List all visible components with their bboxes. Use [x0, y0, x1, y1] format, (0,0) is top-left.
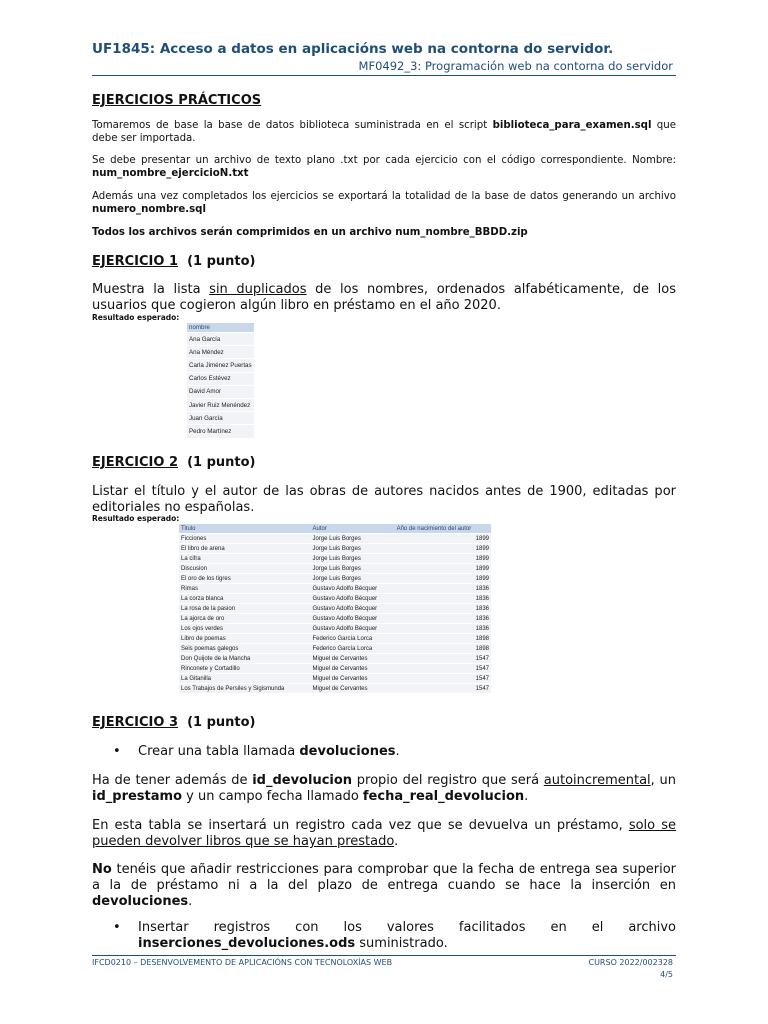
p1-text-e: , un: [650, 773, 676, 788]
exercise-1-points: (1 punto): [187, 254, 256, 269]
table-cell: 1899: [395, 564, 491, 574]
table-cell: Miguel de Cervantes: [310, 684, 394, 694]
section-title: EJERCICIOS PRÁCTICOS: [92, 93, 262, 108]
table-row: [187, 398, 254, 411]
bullet-1-bold: devoluciones: [299, 744, 396, 759]
table-row: [179, 534, 491, 544]
table-cell: Gustavo Adolfo Bécquer: [310, 584, 394, 594]
table-row: [179, 584, 491, 594]
table-cell: Pedro Martínez: [187, 425, 254, 438]
table-cell: 1547: [395, 684, 491, 694]
table-cell: Miguel de Cervantes: [310, 654, 394, 664]
intro-p1-file: biblioteca_para_examen.sql: [492, 120, 652, 131]
table-cell: 1898: [395, 644, 491, 654]
bullet-2-text: Insertar registros con los valores facilitados en el archivo: [138, 920, 676, 935]
table-cell: Ana Méndez: [187, 346, 254, 359]
header-divider: [92, 75, 676, 76]
exercise-2-title: EJERCICIO 2: [92, 455, 178, 470]
table-cell: Don Quijote de la Mancha: [179, 654, 310, 664]
p3-text: tenéis que añadir restricciones para comprobar que la fecha de entrega sea superior a la de préstamo ni a la del plazo de entrega cuando se hace la inserción en: [92, 862, 676, 893]
exercise-1-title: EJERCICIO 1: [92, 254, 178, 269]
table-cell: Carlos Estévez: [187, 372, 254, 385]
table-row: [187, 385, 254, 398]
exercise-3-points: (1 punto): [187, 715, 256, 730]
table-cell: 1836: [395, 594, 491, 604]
p2-underlined: solo se pueden devolver libros que se hayan prestado: [92, 818, 676, 849]
table-row: [179, 604, 491, 614]
exercise-2-result-label: Resultado esperado:: [92, 514, 180, 523]
table-cell: La corza blanca: [179, 594, 310, 604]
table-cell: Juan García: [187, 412, 254, 425]
intro-p1-text: Tomaremos de base la base de datos biblioteca suministrada en el script: [92, 120, 493, 131]
table-cell: La cifra: [179, 554, 310, 564]
exercise-3-bullet-1: [138, 744, 676, 760]
p3-end: .: [188, 894, 193, 909]
intro-paragraph-4: Todos los archivos serán comprimidos en un archivo num_nombre_BBDD.zip: [92, 227, 528, 238]
exercise-1-result-table: [187, 323, 254, 438]
bullet-1-text: Crear una tabla llamada: [138, 744, 300, 759]
table-cell: 1836: [395, 614, 491, 624]
table-cell: 1836: [395, 604, 491, 614]
table-row: [179, 664, 491, 674]
table-row: [179, 574, 491, 584]
intro-p1-end: que debe ser importada.: [92, 120, 676, 144]
table-row: [187, 359, 254, 372]
p1-text-a: Ha de tener además de: [92, 773, 253, 788]
exercise-3-heading: [92, 715, 255, 730]
p2-text-a: En esta tabla se insertará un registro cada vez que se devuelva un préstamo,: [92, 818, 629, 833]
p3-bold-no: No: [92, 862, 112, 877]
table-row: [187, 372, 254, 385]
table-cell: Javier Ruiz Menéndez: [187, 398, 254, 411]
table-cell: 1899: [395, 534, 491, 544]
exercise-2-points: (1 punto): [187, 455, 256, 470]
table-cell: Carla Jiménez Puertas: [187, 359, 254, 372]
table-header: Autor: [310, 524, 394, 534]
table-cell: Jorge Luis Borges: [310, 574, 394, 584]
table-cell: 1547: [395, 664, 491, 674]
table-cell: Jorge Luis Borges: [310, 564, 394, 574]
table-row: [179, 544, 491, 554]
bullet-2-end: suministrado.: [355, 936, 448, 951]
p3-bold-table: devoluciones: [92, 894, 189, 909]
table-cell: 1547: [395, 674, 491, 684]
table-cell: David Amor: [187, 385, 254, 398]
table-cell: Federico García Lorca: [310, 634, 394, 644]
bullet-1-end: .: [395, 744, 400, 759]
exercise-1-text: [92, 282, 676, 314]
table-header: nombre: [187, 323, 254, 333]
exercise-3-paragraph-3: [92, 862, 676, 910]
p1-bold-b: id_devolucion: [252, 773, 353, 788]
footer-course-name: IFCD0210 – DESENVOLVEMENTO DE APLICACIÓNS CON TECNOLOXÍAS WEB: [92, 958, 393, 967]
bullet-2-bold: inserciones_devoluciones.ods: [138, 936, 356, 951]
table-cell: Gustavo Adolfo Bécquer: [310, 604, 394, 614]
table-row: [187, 425, 254, 438]
intro-p2-text: Se debe presentar un archivo de texto plano .txt por cada ejercicio con el código correspondiente. Nombre:: [92, 155, 676, 166]
exercise-1-text-b: de los nombres, ordenados alfabéticamente, de los usuarios que cogieron algún libro en préstamo en el año 2020.: [92, 282, 676, 313]
table-row: [179, 614, 491, 624]
header-subtitle: MF0492_3: Programación web na contorna do servidor: [358, 59, 673, 73]
table-row: [187, 346, 254, 359]
exercise-3-bullet-2: [138, 920, 676, 952]
table-cell: Ana García: [187, 333, 254, 346]
bullet-icon: •: [113, 920, 121, 935]
intro-paragraph-1: [92, 120, 676, 145]
table-row: [179, 594, 491, 604]
exercise-1-heading: [92, 254, 255, 269]
table-cell: Los ojos verdes: [179, 624, 310, 634]
table-row: [187, 333, 254, 346]
exercise-1-text-underlined: sin duplicados: [209, 282, 307, 297]
table-row: [179, 564, 491, 574]
table-cell: 1899: [395, 574, 491, 584]
exercise-3-title: EJERCICIO 3: [92, 715, 178, 730]
table-cell: La Gitanilla: [179, 674, 310, 684]
page-number: 4/5: [660, 970, 673, 979]
table-cell: Rimas: [179, 584, 310, 594]
p1-text-c: propio del registro que será: [352, 773, 544, 788]
table-cell: Los Trabajos de Persiles y Sigismunda: [179, 684, 310, 694]
intro-p2-file: num_nombre_ejercicioN.txt: [92, 167, 249, 179]
table-cell: Miguel de Cervantes: [310, 664, 394, 674]
table-row: [179, 654, 491, 664]
exercise-1-text-a: Muestra la lista: [92, 282, 210, 297]
table-cell: 1836: [395, 624, 491, 634]
table-header: Año de nacimiento del autor: [395, 524, 491, 534]
table-row: [179, 674, 491, 684]
p1-bold-h: fecha_real_devolucion: [362, 789, 525, 804]
table-cell: Libro de poemas: [179, 634, 310, 644]
table-cell: 1547: [395, 654, 491, 664]
exercise-2-text: Listar el título y el autor de las obras de autores nacidos antes de 1900, editadas por editoriales no españolas.: [92, 484, 676, 515]
table-cell: 1899: [395, 544, 491, 554]
table-cell: 1898: [395, 634, 491, 644]
table-header: Titulo: [179, 524, 310, 534]
table-cell: 1899: [395, 554, 491, 564]
footer-divider: [92, 955, 676, 956]
table-row: [187, 412, 254, 425]
table-cell: Gustavo Adolfo Bécquer: [310, 594, 394, 604]
intro-paragraph-2: [92, 155, 676, 180]
table-cell: La rosa de la pasion: [179, 604, 310, 614]
table-cell: La ajorca de oro: [179, 614, 310, 624]
p1-text-g: y un campo fecha llamado: [182, 789, 363, 804]
table-cell: El libro de arena: [179, 544, 310, 554]
p1-bold-f: id_prestamo: [92, 789, 182, 804]
footer-course-year: CURSO 2022/002328: [588, 958, 673, 967]
exercise-3-paragraph-2: [92, 818, 676, 850]
table-row: [179, 684, 491, 694]
table-cell: Federico García Lorca: [310, 644, 394, 654]
exercise-2-heading: [92, 455, 255, 470]
table-cell: Seis poemas galegos: [179, 644, 310, 654]
table-cell: Rinconete y Cortadillo: [179, 664, 310, 674]
bullet-icon: •: [113, 744, 121, 759]
table-cell: Gustavo Adolfo Bécquer: [310, 614, 394, 624]
table-cell: Ficciones: [179, 534, 310, 544]
table-cell: Jorge Luis Borges: [310, 534, 394, 544]
intro-paragraph-3: [92, 191, 676, 216]
exercise-1-result-label: Resultado esperado:: [92, 313, 180, 322]
p2-text-b: .: [394, 834, 399, 849]
exercise-3-paragraph-1: [92, 773, 676, 805]
intro-p3-file: numero_nombre.sql: [92, 203, 206, 215]
table-cell: Jorge Luis Borges: [310, 544, 394, 554]
intro-p3-text: Además una vez completados los ejercicios se exportará la totalidad de la base de datos generando un archivo: [92, 191, 676, 202]
table-cell: Discusion: [179, 564, 310, 574]
table-row: [179, 624, 491, 634]
table-row: [179, 634, 491, 644]
exercise-2-result-table: [179, 524, 491, 693]
p1-text-i: .: [524, 789, 529, 804]
table-cell: 1836: [395, 584, 491, 594]
header-title: UF1845: Acceso a datos en aplicacións web na contorna do servidor.: [92, 41, 614, 57]
table-cell: Gustavo Adolfo Bécquer: [310, 624, 394, 634]
table-cell: El oro de los tigres: [179, 574, 310, 584]
table-row: [179, 554, 491, 564]
table-cell: Miguel de Cervantes: [310, 674, 394, 684]
p1-underline-d: autoincremental: [543, 773, 651, 788]
table-cell: Jorge Luis Borges: [310, 554, 394, 564]
table-row: [179, 644, 491, 654]
